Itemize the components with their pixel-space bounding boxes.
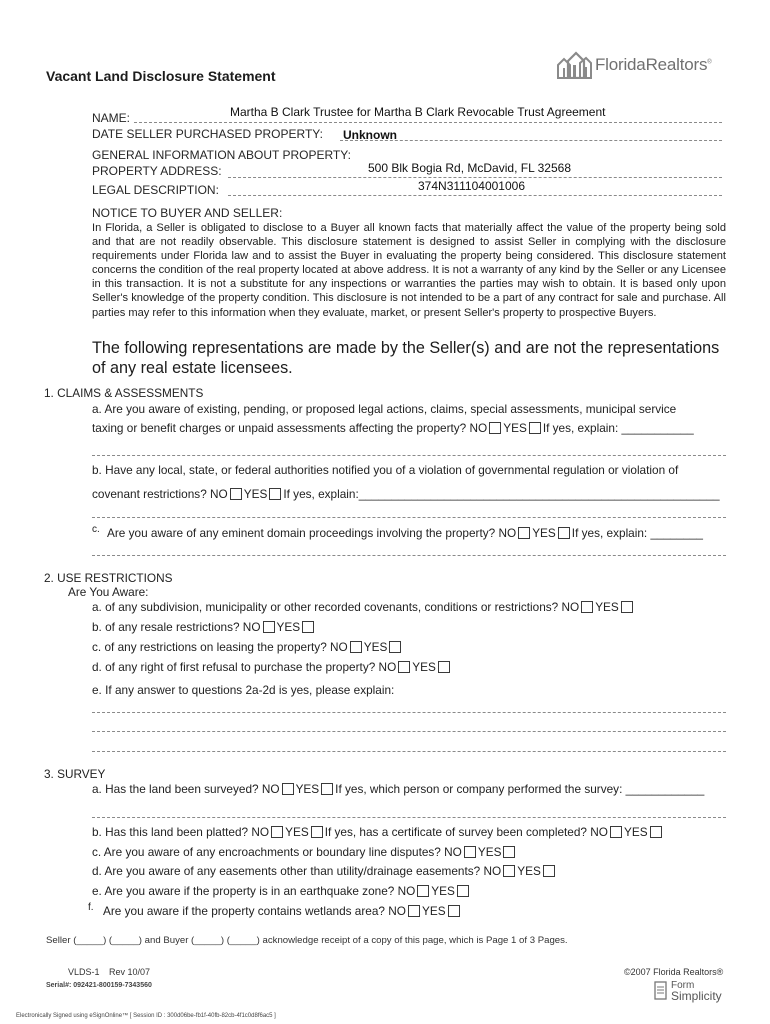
date-purchased-label: DATE SELLER PURCHASED PROPERTY: bbox=[92, 127, 323, 141]
date-purchased-field[interactable]: Unknown bbox=[343, 128, 397, 142]
survey-b-line: b. Has this land been platted? NO YES If yes, has a certificate of survey been completed? NO YES bbox=[92, 825, 664, 839]
use-c-no-checkbox[interactable] bbox=[350, 641, 362, 653]
property-address-label: PROPERTY ADDRESS: bbox=[92, 164, 222, 178]
survey-a-yes-checkbox[interactable] bbox=[321, 783, 333, 795]
use-a-yes-checkbox[interactable] bbox=[621, 601, 633, 613]
claims-b-line2: covenant restrictions? NO YES If yes, explain:_______________________________________________________ bbox=[92, 487, 720, 501]
name-line bbox=[134, 122, 722, 123]
claims-a-line2: taxing or benefit charges or unpaid assessments affecting the property? NO YES If yes, explain: ___________ bbox=[92, 421, 694, 435]
notice-heading: NOTICE TO BUYER AND SELLER: bbox=[92, 206, 283, 220]
property-address-field[interactable]: 500 Blk Bogia Rd, McDavid, FL 32568 bbox=[368, 161, 571, 175]
houses-logo-icon bbox=[556, 51, 592, 79]
use-d-no-checkbox[interactable] bbox=[398, 661, 410, 673]
claims-c-prefix: c. bbox=[92, 524, 100, 535]
serial-number: Serial#: 092421-800159-7343560 bbox=[46, 982, 152, 989]
copyright: ©2007 Florida Realtors® bbox=[624, 967, 724, 977]
survey-c-yes-checkbox[interactable] bbox=[503, 846, 515, 858]
claims-b-no-checkbox[interactable] bbox=[230, 488, 242, 500]
survey-e-no-checkbox[interactable] bbox=[417, 885, 429, 897]
survey-c-no-checkbox[interactable] bbox=[464, 846, 476, 858]
use-c-yes-checkbox[interactable] bbox=[389, 641, 401, 653]
logo-registered-mark: ® bbox=[707, 59, 712, 66]
survey-b-cert-no-checkbox[interactable] bbox=[610, 826, 622, 838]
survey-f-line: Are you aware if the property contains wetlands area? NO YES bbox=[103, 904, 462, 918]
claims-c-no-checkbox[interactable] bbox=[518, 527, 530, 539]
survey-d-yes-checkbox[interactable] bbox=[543, 865, 555, 877]
use-b-no-checkbox[interactable] bbox=[263, 621, 275, 633]
survey-c-line: c. Are you aware of any encroachments or boundary line disputes? NO YES bbox=[92, 845, 517, 859]
document-icon bbox=[654, 981, 668, 1001]
claims-a-explain-line[interactable] bbox=[92, 455, 726, 456]
survey-d-no-checkbox[interactable] bbox=[503, 865, 515, 877]
claims-b-yes-checkbox[interactable] bbox=[269, 488, 281, 500]
use-explain-line-3[interactable] bbox=[92, 751, 726, 752]
survey-e-yes-checkbox[interactable] bbox=[457, 885, 469, 897]
use-a-no-checkbox[interactable] bbox=[581, 601, 593, 613]
fs-line1: Form bbox=[671, 980, 695, 991]
claims-a-no-checkbox[interactable] bbox=[489, 422, 501, 434]
survey-b-yes-checkbox[interactable] bbox=[311, 826, 323, 838]
survey-f-yes-checkbox[interactable] bbox=[448, 905, 460, 917]
use-d-line: d. of any right of first refusal to purchase the property? NO YES bbox=[92, 660, 452, 674]
use-b-line: b. of any resale restrictions? NO YES bbox=[92, 620, 316, 634]
property-address-line bbox=[228, 177, 722, 178]
legal-description-field[interactable]: 374N311104001006 bbox=[418, 179, 525, 193]
use-explain-line-2[interactable] bbox=[92, 731, 726, 732]
survey-e-line: e. Are you aware if the property is in an earthquake zone? NO YES bbox=[92, 884, 471, 898]
claims-c-explain-line[interactable] bbox=[92, 555, 726, 556]
use-e-line: e. If any answer to questions 2a-2d is yes, please explain: bbox=[92, 683, 395, 697]
survey-f-prefix: f. bbox=[88, 902, 94, 913]
use-restrictions-heading: 2. USE RESTRICTIONS bbox=[44, 571, 173, 585]
acknowledgement-line: Seller (_____) (_____) and Buyer (_____) (_____) acknowledge receipt of a copy of this page, which is Page 1 of 3 Pages. bbox=[46, 935, 568, 946]
notice-paragraph: In Florida, a Seller is obligated to disclose to a Buyer all known facts that materially affect the value of the property being sold and that are not readily observable. This disclosure statement is designed to assist Seller in complying with the disclosure requirements under Florida law and to assist the Buyer in evaluating the property being considered. This disclosure statement concerns the condition of the real property located at above address. It is not a warranty of any kind by the Seller or any Licensee in this transaction. It is not a substitute for any inspections or warranties the parties may wish to obtain. It is based only upon Seller's knowledge of the property condition. This disclosure is not intended to be a part of any contract for sale and purchase. All parties may refer to this information when they evaluate, market, or present Seller's property to prospective Buyers. bbox=[92, 222, 726, 319]
fs-line2: Simplicity bbox=[671, 989, 722, 1003]
survey-b-no-checkbox[interactable] bbox=[271, 826, 283, 838]
esign-footer: Electronically Signed using eSignOnline™ [ Session ID : 300d06be-fb1f-40fb-82cb-4f1c0d8f6ac5 ] bbox=[16, 1013, 276, 1019]
survey-a-no-checkbox[interactable] bbox=[282, 783, 294, 795]
general-info-label: GENERAL INFORMATION ABOUT PROPERTY: bbox=[92, 148, 351, 162]
survey-f-no-checkbox[interactable] bbox=[408, 905, 420, 917]
use-a-line: a. of any subdivision, municipality or other recorded covenants, conditions or restrictions? NO YES bbox=[92, 600, 635, 614]
date-purchased-line bbox=[340, 140, 722, 141]
florida-realtors-logo bbox=[556, 50, 712, 80]
form-simplicity-logo bbox=[654, 980, 722, 1002]
claims-a-line1: a. Are you aware of existing, pending, or proposed legal actions, claims, special assessments, municipal service bbox=[92, 402, 677, 416]
page-title: Vacant Land Disclosure Statement bbox=[46, 68, 276, 84]
logo-text: FloridaRealtors bbox=[595, 55, 708, 74]
name-field[interactable]: Martha B Clark Trustee for Martha B Clark Revocable Trust Agreement bbox=[230, 105, 606, 119]
survey-a-line: a. Has the land been surveyed? NO YES If yes, which person or company performed the survey: ____________ bbox=[92, 782, 705, 796]
representation-statement: The following representations are made by the Seller(s) and are not the representations of any real estate licensees. bbox=[92, 339, 720, 377]
use-explain-line-1[interactable] bbox=[92, 712, 726, 713]
use-b-yes-checkbox[interactable] bbox=[302, 621, 314, 633]
claims-a-yes-checkbox[interactable] bbox=[529, 422, 541, 434]
legal-description-label: LEGAL DESCRIPTION: bbox=[92, 183, 219, 197]
survey-heading: 3. SURVEY bbox=[44, 767, 106, 781]
use-c-line: c. of any restrictions on leasing the property? NO YES bbox=[92, 640, 403, 654]
survey-d-line: d. Are you aware of any easements other than utility/drainage easements? NO YES bbox=[92, 864, 557, 878]
legal-description-line bbox=[228, 195, 722, 196]
use-d-yes-checkbox[interactable] bbox=[438, 661, 450, 673]
claims-heading: 1. CLAIMS & ASSESSMENTS bbox=[44, 386, 204, 400]
survey-b-cert-yes-checkbox[interactable] bbox=[650, 826, 662, 838]
claims-c-line1: Are you aware of any eminent domain proceedings involving the property? NO YES If yes, explain: ________ bbox=[107, 526, 703, 540]
use-restrictions-subheading: Are You Aware: bbox=[68, 585, 149, 599]
name-label: NAME: bbox=[92, 111, 131, 125]
form-id: VLDS-1 bbox=[68, 967, 100, 977]
survey-a-explain-line[interactable] bbox=[92, 817, 726, 818]
claims-c-yes-checkbox[interactable] bbox=[558, 527, 570, 539]
form-revision: Rev 10/07 bbox=[109, 967, 151, 977]
claims-b-explain-line[interactable] bbox=[92, 517, 726, 518]
claims-b-line1: b. Have any local, state, or federal authorities notified you of a violation of governmental regulation or violation of bbox=[92, 463, 679, 477]
